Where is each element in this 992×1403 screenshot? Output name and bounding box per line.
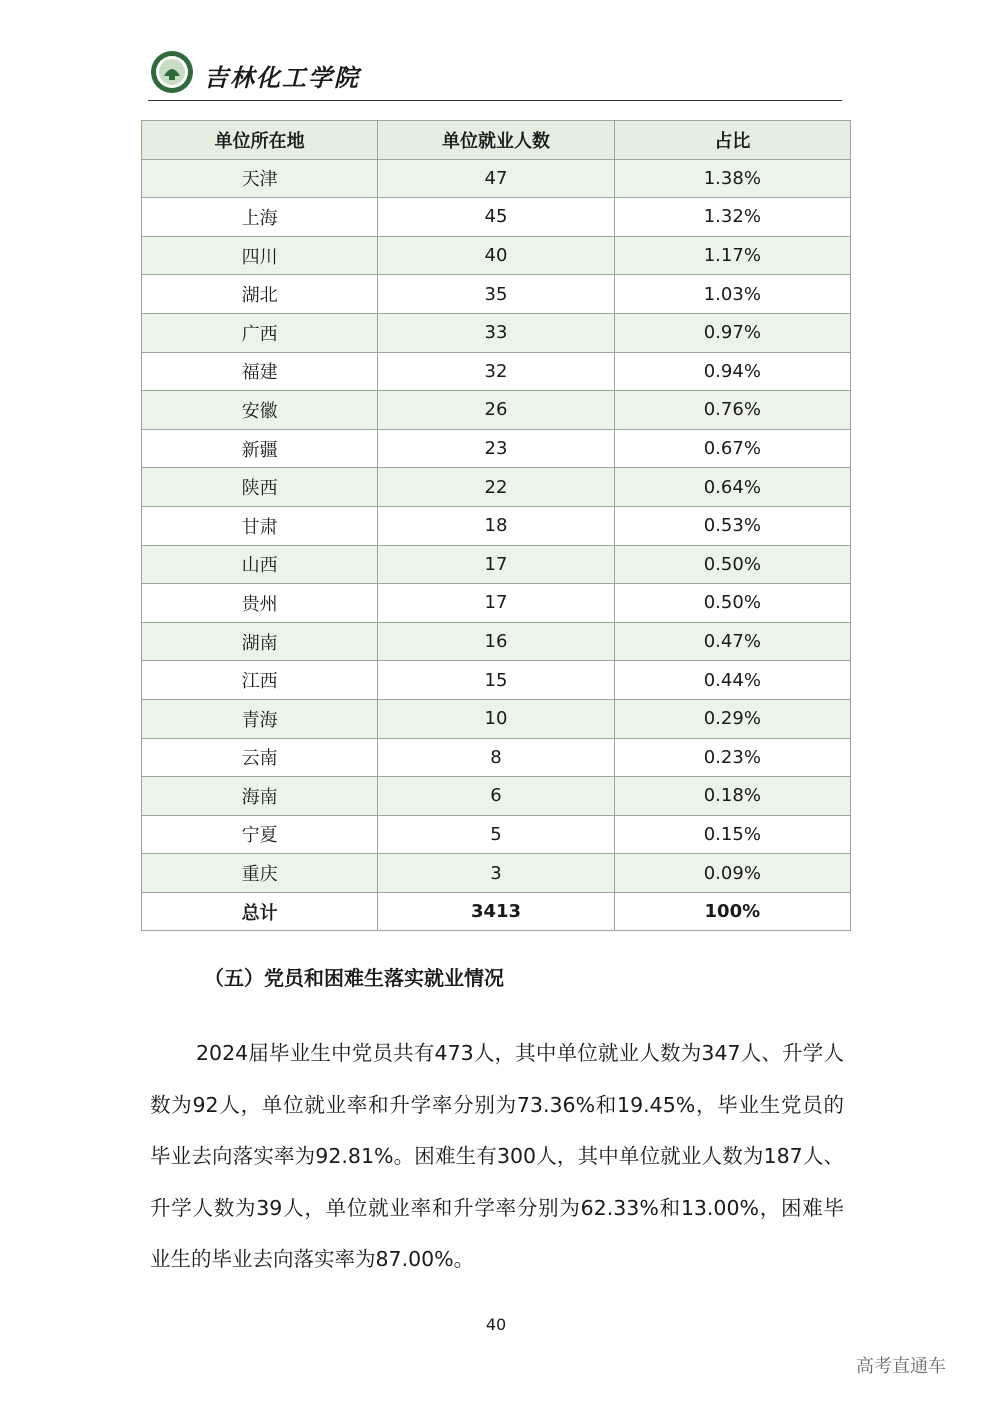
school-name: 吉林化工学院	[204, 63, 360, 92]
share-cell: 0.44%	[614, 661, 850, 700]
table-row	[142, 468, 851, 507]
table-row	[142, 777, 851, 816]
page-header	[148, 46, 842, 101]
column-header-share: 占比	[614, 121, 850, 160]
share-cell: 0.67%	[614, 429, 850, 468]
table-row	[142, 275, 851, 314]
location-cell: 天津	[142, 159, 378, 198]
location-cell: 福建	[142, 352, 378, 391]
table-row	[142, 198, 851, 237]
location-cell: 安徽	[142, 391, 378, 430]
count-cell: 6	[378, 777, 614, 816]
count-cell: 10	[378, 699, 614, 738]
table-row	[142, 506, 851, 545]
count-cell: 32	[378, 352, 614, 391]
location-cell: 新疆	[142, 429, 378, 468]
table-row	[142, 159, 851, 198]
share-cell: 0.94%	[614, 352, 850, 391]
share-cell: 0.15%	[614, 815, 850, 854]
share-cell: 0.50%	[614, 584, 850, 623]
school-seal-icon	[150, 50, 194, 94]
table-row	[142, 429, 851, 468]
count-cell: 8	[378, 738, 614, 777]
count-cell: 3	[378, 854, 614, 893]
location-cell: 四川	[142, 236, 378, 275]
count-cell: 5	[378, 815, 614, 854]
employment-by-region-table	[141, 120, 851, 931]
location-cell: 山西	[142, 545, 378, 584]
share-cell: 100%	[614, 892, 850, 931]
share-cell: 0.47%	[614, 622, 850, 661]
table-row	[142, 699, 851, 738]
table-row	[142, 661, 851, 700]
location-cell: 甘肃	[142, 506, 378, 545]
location-cell: 海南	[142, 777, 378, 816]
share-cell: 0.18%	[614, 777, 850, 816]
count-cell: 3413	[378, 892, 614, 931]
table-row	[142, 584, 851, 623]
location-cell: 广西	[142, 313, 378, 352]
table-row	[142, 236, 851, 275]
table-header-row	[142, 121, 851, 160]
count-cell: 23	[378, 429, 614, 468]
share-cell: 1.32%	[614, 198, 850, 237]
column-header-count: 单位就业人数	[378, 121, 614, 160]
location-cell: 江西	[142, 661, 378, 700]
watermark-text: 高考直通车	[856, 1356, 946, 1377]
count-cell: 17	[378, 545, 614, 584]
count-cell: 22	[378, 468, 614, 507]
location-cell: 云南	[142, 738, 378, 777]
count-cell: 16	[378, 622, 614, 661]
count-cell: 33	[378, 313, 614, 352]
table-row	[142, 738, 851, 777]
count-cell: 35	[378, 275, 614, 314]
count-cell: 15	[378, 661, 614, 700]
count-cell: 47	[378, 159, 614, 198]
share-cell: 0.29%	[614, 699, 850, 738]
location-cell: 重庆	[142, 854, 378, 893]
table-row	[142, 352, 851, 391]
table-row	[142, 854, 851, 893]
location-cell: 陕西	[142, 468, 378, 507]
location-cell: 贵州	[142, 584, 378, 623]
share-cell: 0.76%	[614, 391, 850, 430]
column-header-location: 单位所在地	[142, 121, 378, 160]
count-cell: 45	[378, 198, 614, 237]
share-cell: 1.38%	[614, 159, 850, 198]
table-row	[142, 313, 851, 352]
count-cell: 18	[378, 506, 614, 545]
location-cell: 上海	[142, 198, 378, 237]
location-cell: 宁夏	[142, 815, 378, 854]
location-cell: 总计	[142, 892, 378, 931]
section-heading: （五）党员和困难生落实就业情况	[204, 966, 504, 990]
share-cell: 0.09%	[614, 854, 850, 893]
location-cell: 湖南	[142, 622, 378, 661]
table-row	[142, 545, 851, 584]
table-body	[142, 159, 851, 931]
location-cell: 青海	[142, 699, 378, 738]
share-cell: 0.97%	[614, 313, 850, 352]
share-cell: 0.50%	[614, 545, 850, 584]
share-cell: 1.03%	[614, 275, 850, 314]
share-cell: 1.17%	[614, 236, 850, 275]
count-cell: 26	[378, 391, 614, 430]
table-row	[142, 815, 851, 854]
body-paragraph: 2024届毕业生中党员共有473人，其中单位就业人数为347人、升学人数为92人，单位就业率和升学率分别为73.36%和19.45%，毕业生党员的毕业去向落实率为92.81%。困难生有300人，其中单位就业人数为187人、升学人数为39人，单位就业率和升学率分别为62.33%和13.00%，困难毕业生的毕业去向落实率为87.00%。	[150, 1041, 844, 1271]
share-cell: 0.23%	[614, 738, 850, 777]
count-cell: 17	[378, 584, 614, 623]
share-cell: 0.64%	[614, 468, 850, 507]
location-cell: 湖北	[142, 275, 378, 314]
share-cell: 0.53%	[614, 506, 850, 545]
table-row	[142, 391, 851, 430]
page-number: 40	[485, 1315, 507, 1334]
table-row	[142, 622, 851, 661]
table-total-row	[142, 892, 851, 931]
count-cell: 40	[378, 236, 614, 275]
